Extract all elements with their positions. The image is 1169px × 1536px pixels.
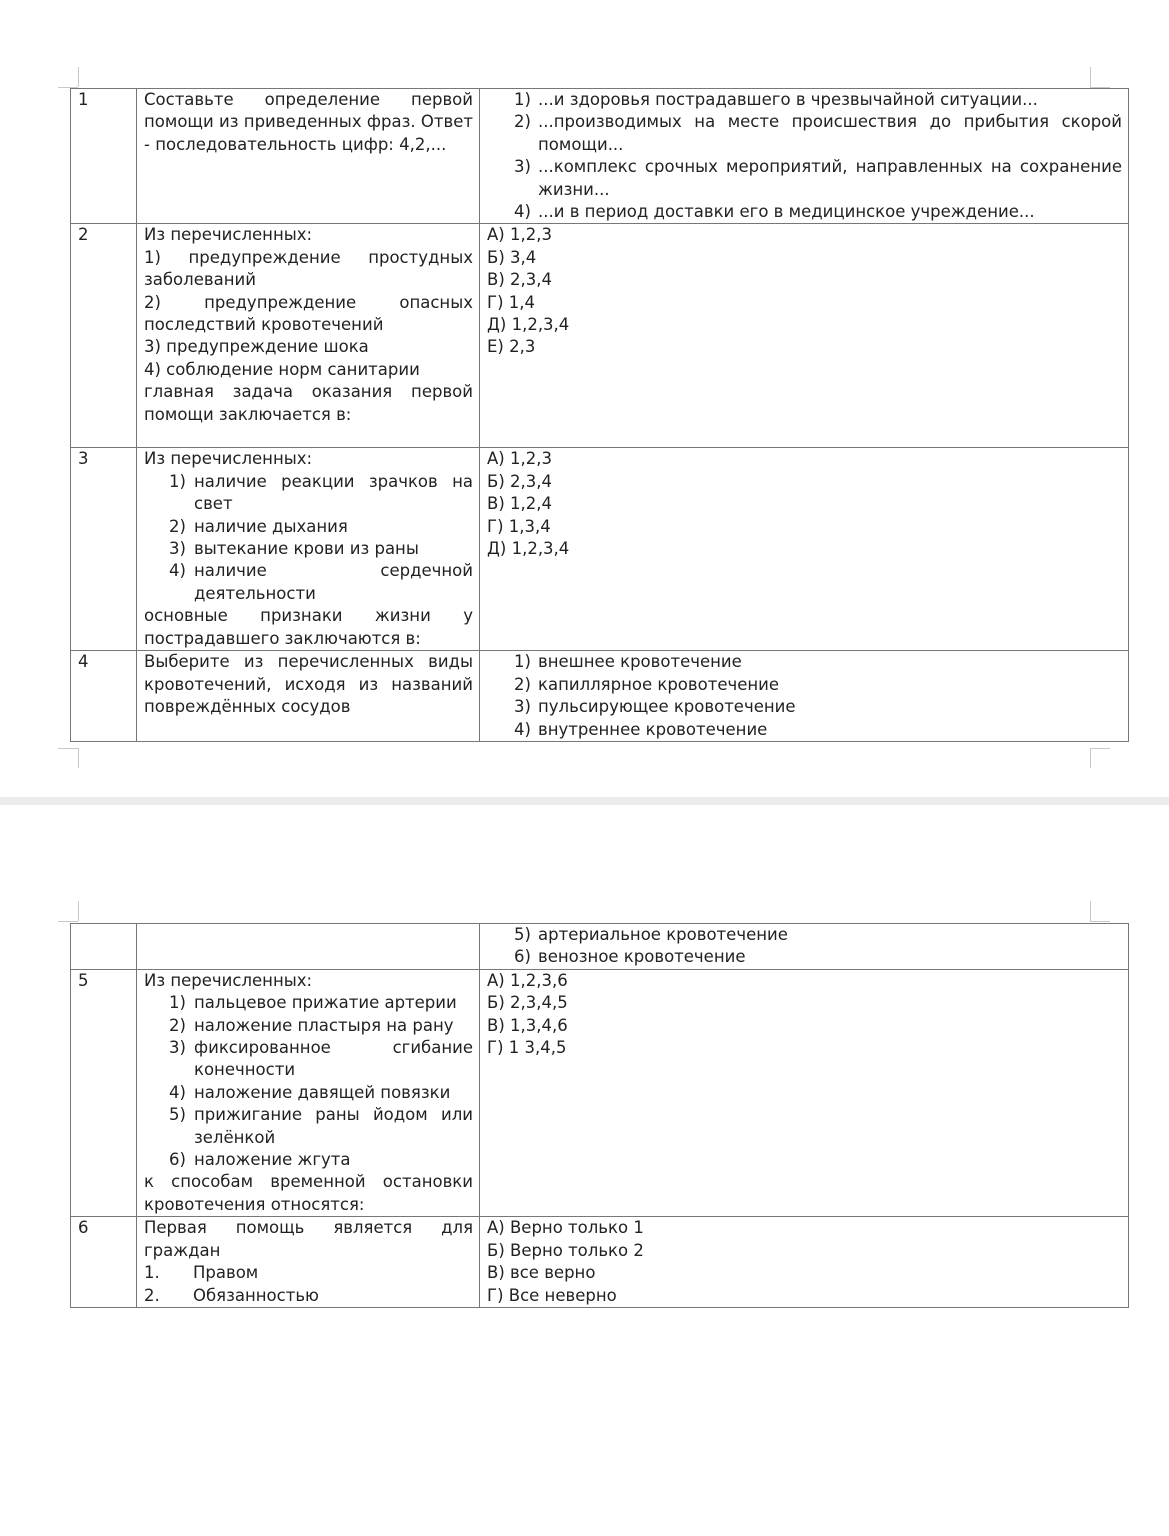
question-number: 4 xyxy=(71,651,137,742)
crop-mark xyxy=(1090,748,1110,749)
option: Г) 1,4 xyxy=(487,292,535,312)
list-item: 4) наличие сердечной деятельности xyxy=(169,561,473,603)
question-number xyxy=(71,924,137,970)
table-row xyxy=(71,969,1129,1216)
option: А) 1,2,3 xyxy=(487,225,552,245)
crop-mark xyxy=(1090,901,1091,921)
page-separator xyxy=(0,797,1169,805)
question-outro: главная задача оказания первой помощи заключается в: xyxy=(144,382,473,424)
table-row xyxy=(71,224,1129,448)
answer-cell xyxy=(480,651,1129,742)
option: Г) Все неверно xyxy=(487,1285,617,1305)
list-item: 5) артериальное кровотечение xyxy=(514,925,788,944)
answer-cell xyxy=(480,89,1129,224)
crop-mark xyxy=(78,901,79,921)
question-intro: Из перечисленных: xyxy=(144,449,313,469)
question-number: 6 xyxy=(71,1217,137,1308)
list-item: 2) наличие дыхания xyxy=(169,516,348,536)
option: Е) 2,3 xyxy=(487,337,536,357)
option: А) 1,2,3,6 xyxy=(487,970,568,990)
option: А) Верно только 1 xyxy=(487,1218,644,1238)
list-item: 2) ...производимых на месте происшествия до прибытия скорой помощи... xyxy=(514,112,1122,154)
list-item: 3) предупреждение шока xyxy=(144,337,369,357)
question-text xyxy=(137,1217,480,1308)
question-items xyxy=(144,992,473,1171)
list-item: 3) ...комплекс срочных мероприятий, направленных на сохранение жизни... xyxy=(514,157,1122,199)
table-row xyxy=(71,924,1129,970)
option: В) 2,3,4 xyxy=(487,270,552,290)
question-text xyxy=(137,924,480,970)
question-intro: Из перечисленных: xyxy=(144,970,313,990)
list-item: 1) предупреждение простудных заболеваний xyxy=(144,247,473,290)
question-items xyxy=(144,1262,473,1307)
question-text xyxy=(137,969,480,1216)
list-item: 2) капиллярное кровотечение xyxy=(514,674,780,694)
table-row xyxy=(71,448,1129,651)
option: Б) 3,4 xyxy=(487,247,537,267)
question-4-text: Выберите из перечисленных виды кровотечений, исходя из названий повреждённых сосудов xyxy=(144,652,473,717)
question-text xyxy=(137,224,480,448)
answer-list xyxy=(514,924,1122,969)
question-intro: Из перечисленных: xyxy=(144,225,313,245)
crop-mark xyxy=(58,748,78,749)
question-number: 3 xyxy=(71,448,137,651)
list-item: 2) наложение пластыря на рану xyxy=(169,1015,454,1035)
list-item: 5) прижигание раны йодом или зелёнкой xyxy=(169,1105,473,1147)
answer-list xyxy=(514,651,1122,741)
answer-cell xyxy=(480,1217,1129,1308)
question-outro: основные признаки жизни у пострадавшего заключаются в: xyxy=(144,606,473,648)
crop-mark xyxy=(78,748,79,768)
list-item: 4) наложение давящей повязки xyxy=(169,1082,451,1102)
table-row xyxy=(71,651,1129,742)
option: Д) 1,2,3,4 xyxy=(487,315,570,335)
question-6-text: Первая помощь является для граждан xyxy=(144,1218,473,1260)
answer-cell xyxy=(480,448,1129,651)
list-item: 4) ...и в период доставки его в медицинское учреждение... xyxy=(514,202,1035,222)
list-item: 6) наложение жгута xyxy=(169,1150,351,1170)
option: Г) 1,3,4 xyxy=(487,516,551,536)
question-items xyxy=(144,471,473,605)
option: Б) Верно только 2 xyxy=(487,1240,644,1260)
answer-cell xyxy=(480,224,1129,448)
list-item: 1. Правом xyxy=(144,1263,259,1283)
list-item: 1) ...и здоровья пострадавшего в чрезвычайной ситуации... xyxy=(514,90,1038,109)
option: В) все верно xyxy=(487,1263,596,1283)
crop-mark xyxy=(1090,67,1091,87)
list-item: 6) венозное кровотечение xyxy=(514,947,746,967)
question-outro: к способам временной остановки кровотечения относятся: xyxy=(144,1172,473,1214)
question-number: 2 xyxy=(71,224,137,448)
option: В) 1,2,4 xyxy=(487,494,552,514)
question-text xyxy=(137,651,480,742)
list-item: 1) наличие реакции зрачков на свет xyxy=(169,471,473,514)
question-text xyxy=(137,448,480,651)
list-item: 1) пальцевое прижатие артерии xyxy=(169,993,457,1013)
list-item: 4) внутреннее кровотечение xyxy=(514,719,768,739)
option: Д) 1,2,3,4 xyxy=(487,539,570,559)
list-item: 4) соблюдение норм санитарии xyxy=(144,359,420,379)
question-text xyxy=(137,89,480,224)
test-table-page-2 xyxy=(70,923,1129,1308)
list-item: 3) пульсирующее кровотечение xyxy=(514,697,796,717)
table-row xyxy=(71,1217,1129,1308)
option: Б) 2,3,4,5 xyxy=(487,993,568,1013)
crop-mark xyxy=(78,67,79,87)
answer-cell xyxy=(480,969,1129,1216)
answer-list xyxy=(514,89,1122,223)
list-item: 3) вытекание крови из раны xyxy=(169,539,419,559)
table-row xyxy=(71,89,1129,224)
option: А) 1,2,3 xyxy=(487,449,552,469)
list-item: 2) предупреждение опасных последствий кровотечений xyxy=(144,292,473,335)
crop-mark xyxy=(58,921,78,922)
list-item: 3) фиксированное сгибание конечности xyxy=(169,1038,473,1080)
option: Г) 1 3,4,5 xyxy=(487,1038,567,1058)
answer-cell xyxy=(480,924,1129,970)
test-table-page-1 xyxy=(70,88,1129,742)
list-item: 2. Обязанностью xyxy=(144,1285,319,1305)
option: Б) 2,3,4 xyxy=(487,471,552,491)
question-number: 1 xyxy=(71,89,137,224)
question-number: 5 xyxy=(71,969,137,1216)
question-1-text: Составьте определение первой помощи из приведенных фраз. Ответ - последовательность цифр: 4,2,... xyxy=(144,90,473,154)
list-item: 1) внешнее кровотечение xyxy=(514,652,742,672)
crop-mark xyxy=(1090,748,1091,768)
option: В) 1,3,4,6 xyxy=(487,1015,568,1035)
crop-mark xyxy=(1090,921,1110,922)
